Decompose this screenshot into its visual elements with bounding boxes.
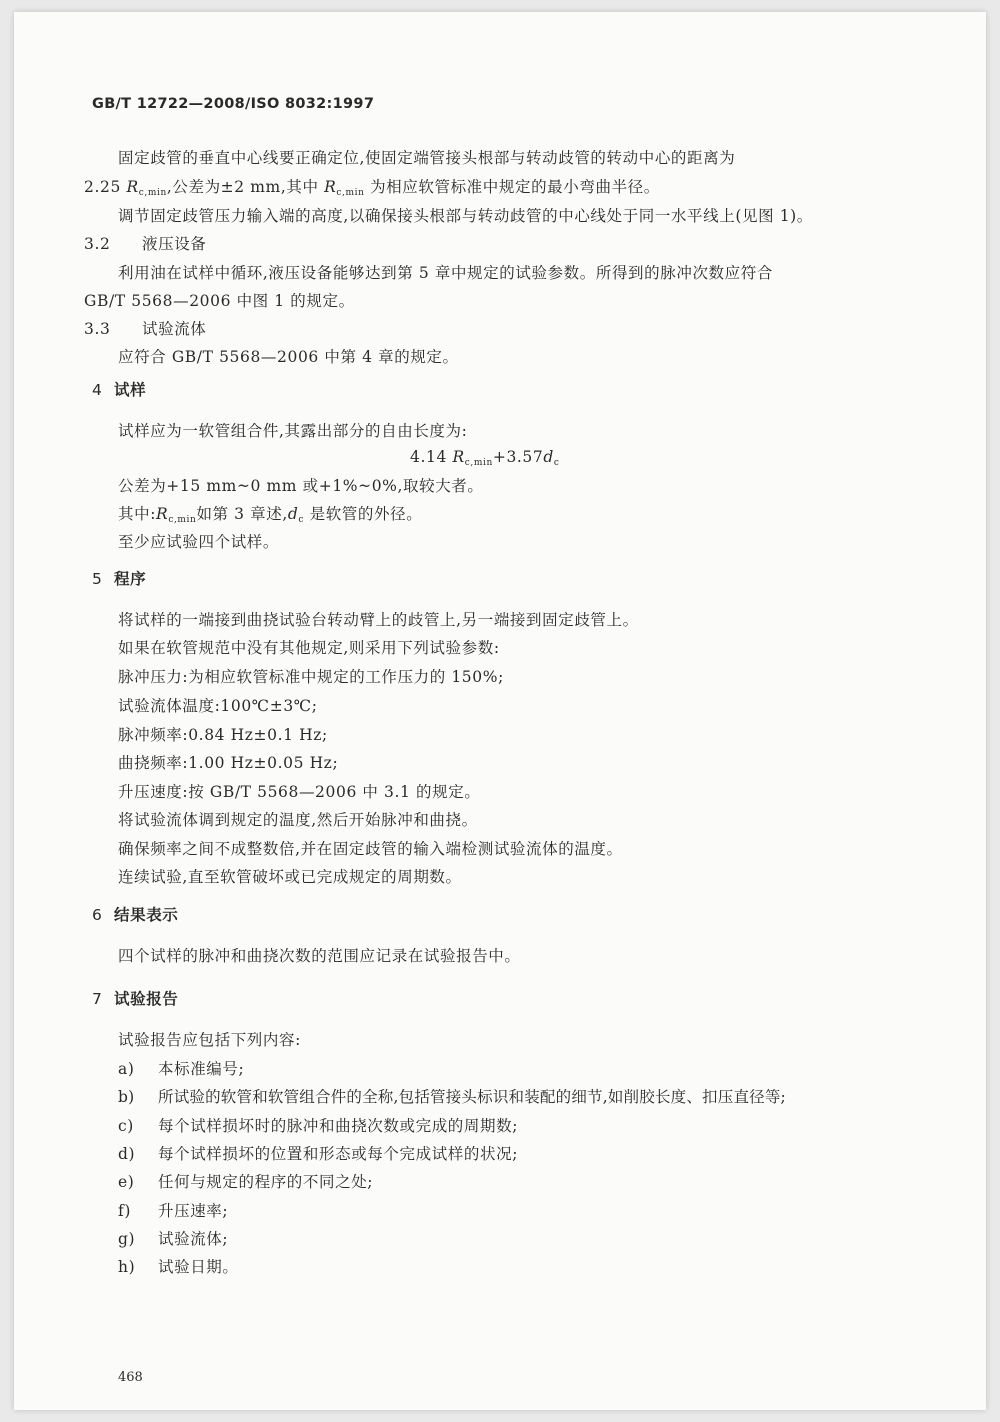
sec5-line: 将试验流体调到规定的温度,然后开始脉冲和曲挠。: [118, 811, 478, 829]
sec5-line: 试验流体温度:100℃±3℃;: [118, 697, 318, 715]
document-page: [14, 12, 986, 1410]
sec4-paragraph1: 试样应为一软管组合件,其露出部分的自由长度为:: [118, 422, 468, 440]
report-list-item: f) 升压速率;: [118, 1202, 229, 1220]
sec5-line: 曲挠频率:1.00 Hz±0.05 Hz;: [118, 754, 339, 772]
sec3-2-heading: 3.2 液压设备: [84, 235, 207, 253]
sec3-2-paragraph-line2: GB/T 5568—2006 中图 1 的规定。: [84, 292, 355, 310]
report-list-item: g) 试验流体;: [118, 1230, 229, 1248]
sec7-heading: 7 试验报告: [92, 990, 179, 1008]
sec3-1-paragraph2: 调节固定歧管压力输入端的高度,以确保接头根部与转动歧管的中心线处于同一水平线上(见图 1)。: [118, 207, 813, 225]
sec3-3-paragraph: 应符合 GB/T 5568—2006 中第 4 章的规定。: [118, 348, 459, 366]
sec4-heading: 4 试样: [92, 381, 147, 399]
sec5-line: 脉冲压力:为相应软管标准中规定的工作压力的 150%;: [118, 668, 504, 686]
report-list-item: a) 本标准编号;: [118, 1060, 245, 1078]
sec5-line: 如果在软管规范中没有其他规定,则采用下列试验参数:: [118, 639, 500, 657]
sec3-1-paragraph-line2: 2.25 $R_{c,min}$,公差为±2 mm,其中 $R_{c,min}$ 为相应软管标准中规定的最小弯曲半径。: [84, 178, 660, 198]
sec4-paragraph3: 其中$:R_{c,min}$如第 3 章述$,d_c$ 是软管的外径。: [118, 505, 423, 525]
sec5-line: 确保频率之间不成整数倍,并在固定歧管的输入端检测试验流体的温度。: [118, 840, 623, 858]
sec6-heading: 6 结果表示: [92, 906, 179, 924]
standard-header: GB/T 12722—2008/ISO 8032:1997: [92, 96, 375, 112]
sec4-paragraph2: 公差为+15 mm~0 mm 或+1%~0%,取较大者。: [118, 477, 484, 495]
sec6-paragraph: 四个试样的脉冲和曲挠次数的范围应记录在试验报告中。: [118, 947, 521, 965]
report-list-item: b) 所试验的软管和软管组合件的全称,包括管接头标识和装配的细节,如削胶长度、扣压直径等;: [118, 1088, 786, 1106]
sec3-3-heading: 3.3 试验流体: [84, 320, 207, 338]
sec4-paragraph4: 至少应试验四个试样。: [118, 533, 280, 551]
sec7-intro: 试验报告应包括下列内容:: [118, 1031, 301, 1049]
page-number: 468: [118, 1370, 143, 1385]
sec5-line: 脉冲频率:0.84 Hz±0.1 Hz;: [118, 726, 328, 744]
sec5-line: 升压速度:按 GB/T 5568—2006 中 3.1 的规定。: [118, 783, 481, 801]
sec5-heading: 5 程序: [92, 570, 147, 588]
sample-length-formula: 4.14 $R_{c,min}+3.57d_c$: [410, 448, 560, 468]
sec5-line: 连续试验,直至软管破坏或已完成规定的周期数。: [118, 868, 462, 886]
sec5-line: 将试样的一端接到曲挠试验台转动臂上的歧管上,另一端接到固定歧管上。: [118, 611, 639, 629]
sec3-1-paragraph-line1: 固定歧管的垂直中心线要正确定位,使固定端管接头根部与转动歧管的转动中心的距离为: [118, 149, 736, 167]
report-list-item: c) 每个试样损坏时的脉冲和曲挠次数或完成的周期数;: [118, 1117, 519, 1135]
sec3-2-paragraph-line1: 利用油在试样中循环,液压设备能够达到第 5 章中规定的试验参数。所得到的脉冲次数应符合: [118, 264, 773, 282]
report-list-item: h) 试验日期。: [118, 1258, 239, 1276]
report-list-item: d) 每个试样损坏的位置和形态或每个完成试样的状况;: [118, 1145, 519, 1163]
report-list-item: e) 任何与规定的程序的不同之处;: [118, 1173, 374, 1191]
